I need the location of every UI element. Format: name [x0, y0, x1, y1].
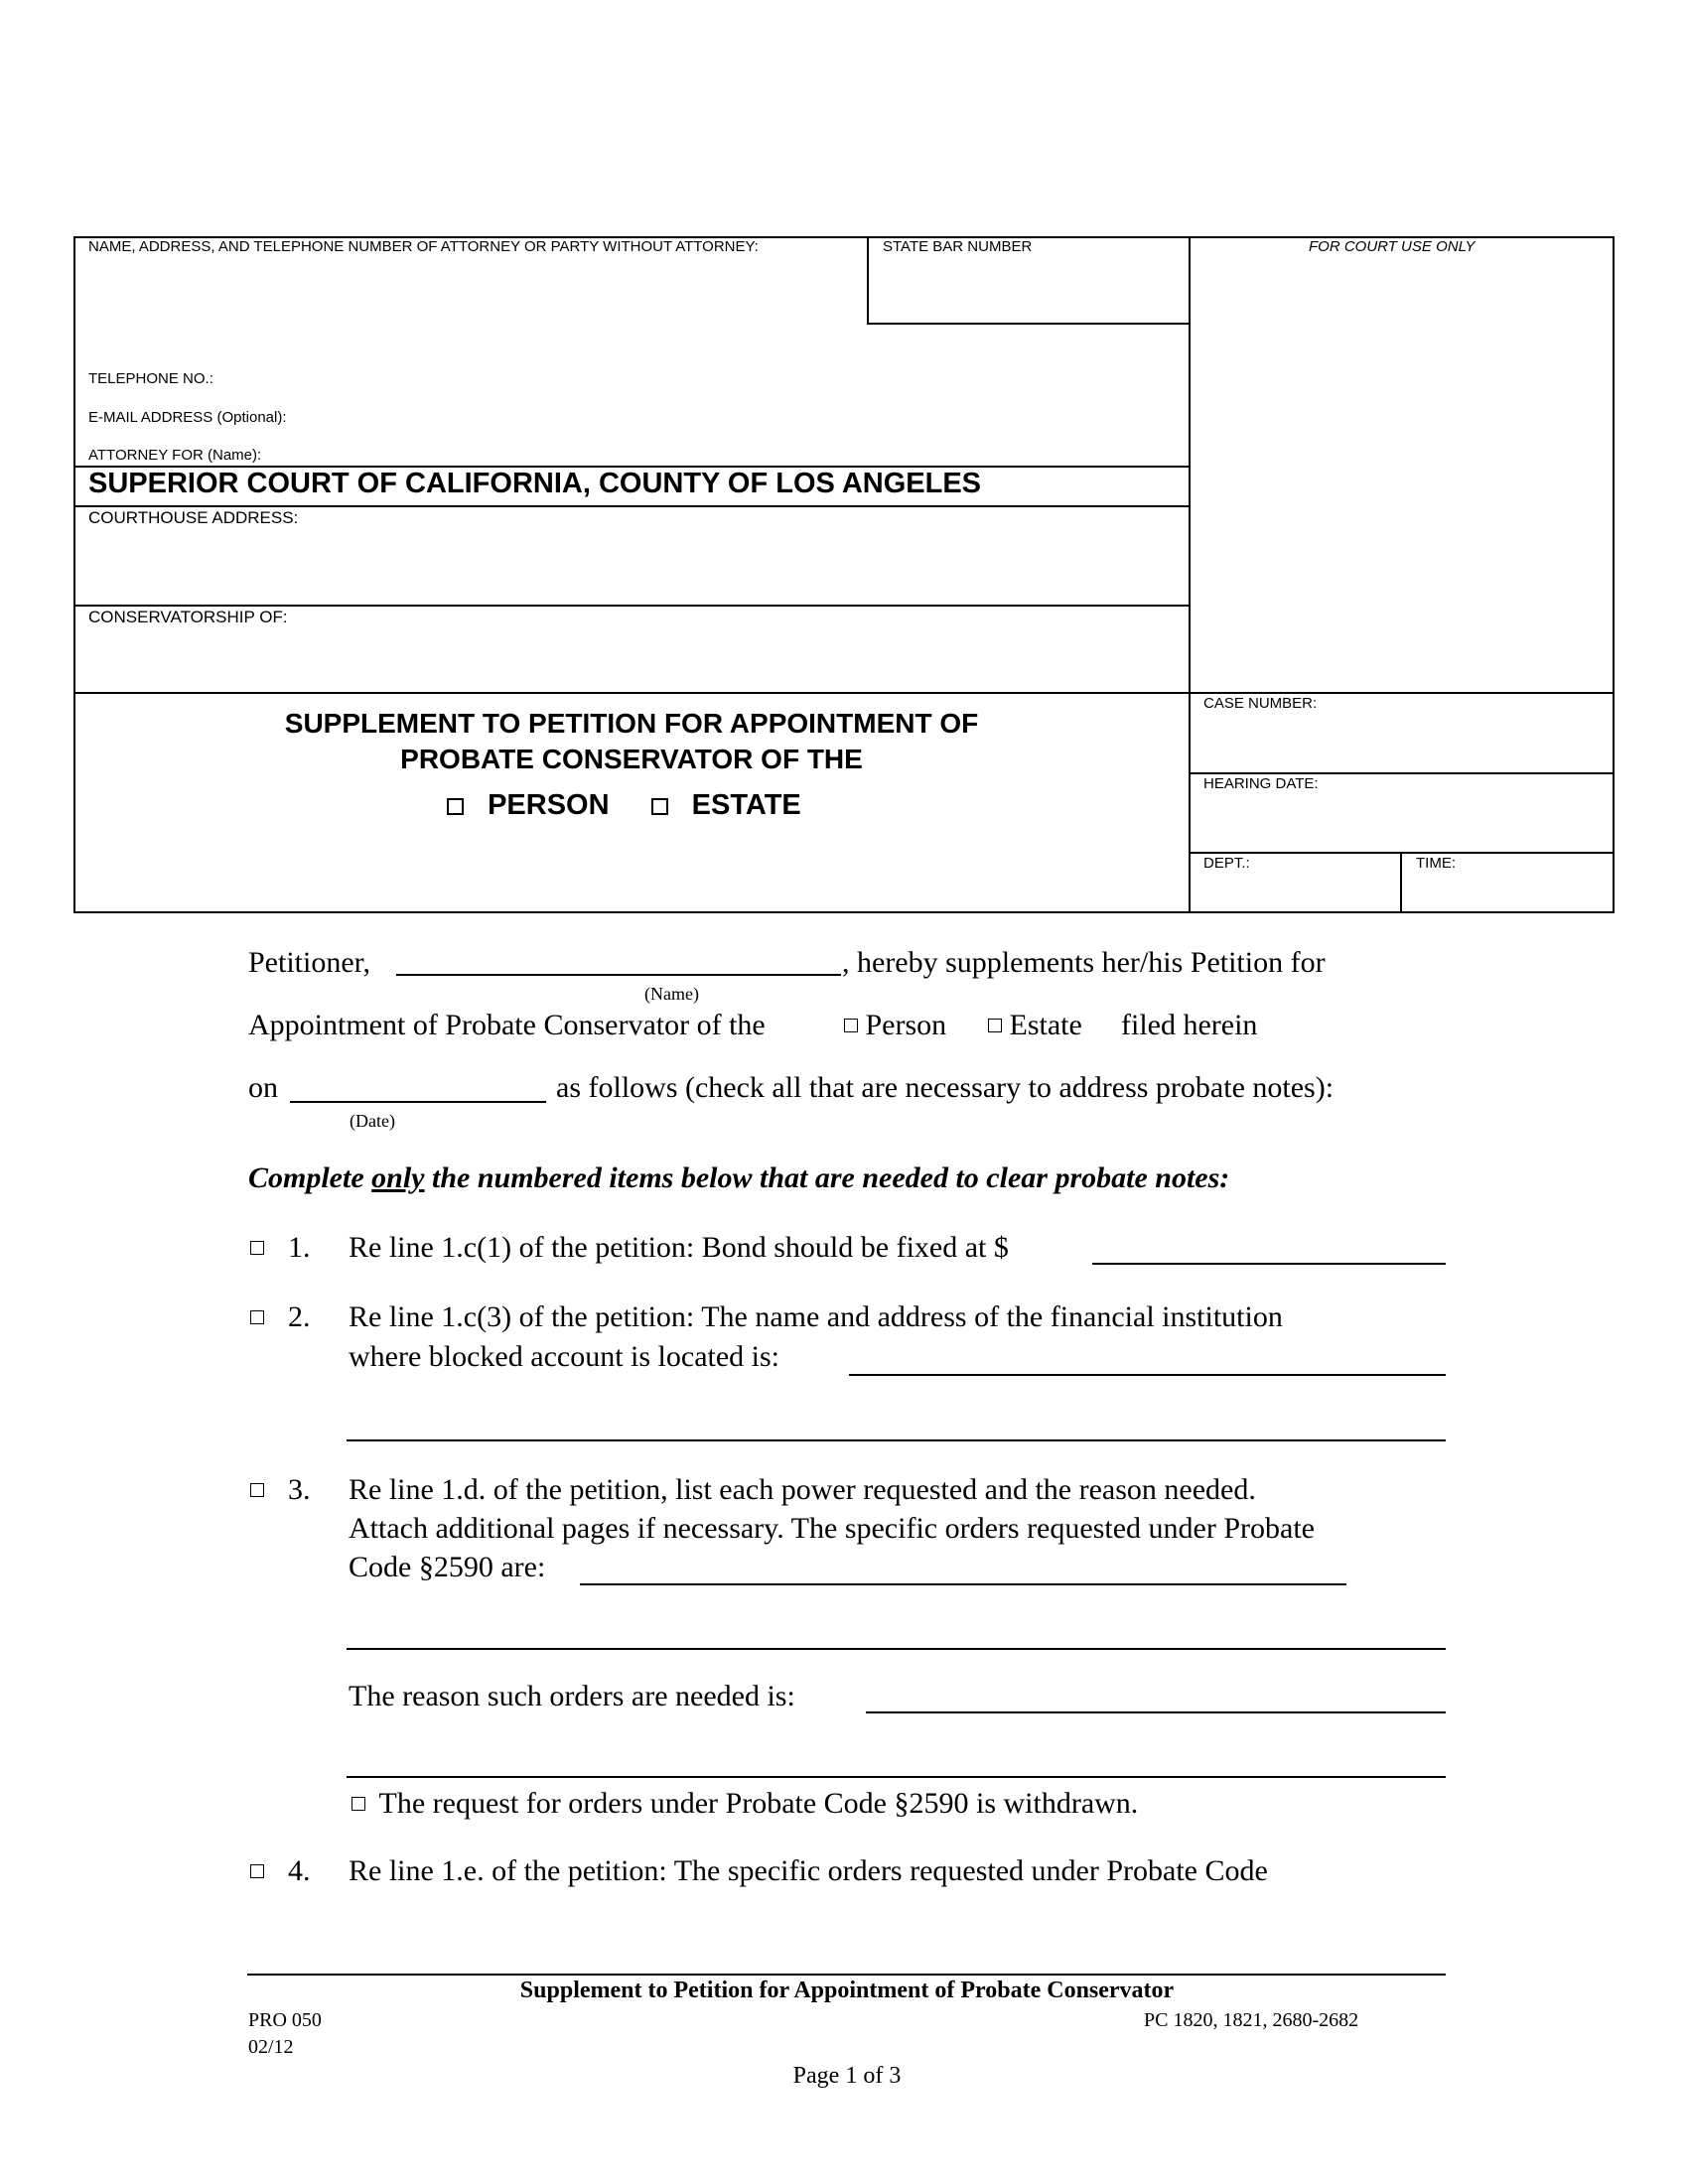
- item4-checkbox-wrap: [250, 1854, 264, 1888]
- footer-revision: 02/12: [248, 2036, 294, 2058]
- checkbox-person-title[interactable]: [447, 798, 464, 815]
- checkbox-person[interactable]: [844, 1019, 858, 1032]
- case-number-label: CASE NUMBER:: [1203, 695, 1318, 712]
- item1-checkbox-wrap: [250, 1231, 264, 1265]
- option-person-label: PERSON: [488, 789, 610, 821]
- instruction-post: the numbered items below that are needed to clear probate notes:: [424, 1161, 1230, 1194]
- item1-text: Re line 1.c(1) of the petition: Bond should be fixed at $: [349, 1231, 1009, 1264]
- item3-checkbox-wrap: [250, 1473, 264, 1507]
- orders-field-2[interactable]: [347, 1648, 1446, 1650]
- courthouse-label: COURTHOUSE ADDRESS:: [88, 508, 299, 527]
- time-label: TIME:: [1416, 855, 1456, 872]
- reason-field-2[interactable]: [347, 1776, 1446, 1778]
- institution-field-1[interactable]: [849, 1374, 1446, 1376]
- item3-number: 3.: [288, 1473, 311, 1506]
- on-label: on: [248, 1071, 278, 1104]
- petitioner-label: Petitioner,: [248, 946, 370, 979]
- appointment-text: Appointment of Probate Conservator of the: [248, 1009, 766, 1041]
- footer-page: Page 1 of 3: [792, 2063, 902, 2089]
- item3-line1: Re line 1.d. of the petition, list each power requested and the reason needed.: [349, 1473, 1256, 1506]
- orders-field-1[interactable]: [580, 1583, 1346, 1585]
- name-caption: (Name): [644, 984, 699, 1004]
- estate-option: [988, 1009, 1082, 1042]
- column-divider: [1189, 236, 1191, 913]
- withdrawn-option: [352, 1787, 1138, 1821]
- title-options: [447, 789, 801, 822]
- rule-court-bottom: [73, 505, 1191, 507]
- rule-title-top: [73, 692, 1615, 694]
- form-title-line2: PROBATE CONSERVATOR OF THE: [400, 744, 863, 774]
- rule-case-bottom: [1189, 772, 1615, 774]
- item2-checkbox[interactable]: [250, 1310, 264, 1324]
- court-name: SUPERIOR COURT OF CALIFORNIA, COUNTY OF LOS ANGELES: [88, 468, 982, 499]
- person-label: Person: [865, 1009, 947, 1041]
- footer-form-code: PRO 050: [248, 2009, 322, 2031]
- item4-checkbox[interactable]: [250, 1864, 264, 1878]
- item1-checkbox[interactable]: [250, 1241, 264, 1255]
- reason-label: The reason such orders are needed is:: [349, 1680, 795, 1712]
- option-estate-label: ESTATE: [691, 789, 801, 821]
- institution-field-2[interactable]: [347, 1439, 1446, 1441]
- as-follows-text: as follows (check all that are necessary to address probate notes):: [556, 1071, 1335, 1104]
- withdrawn-text: The request for orders under Probate Code §2590 is withdrawn.: [378, 1787, 1139, 1820]
- caption-box: [73, 236, 1615, 913]
- state-bar-divider: [867, 236, 869, 325]
- item3-checkbox[interactable]: [250, 1483, 264, 1497]
- item4-number: 4.: [288, 1854, 311, 1887]
- bond-amount-field[interactable]: [1092, 1263, 1446, 1265]
- item3-line2: Attach additional pages if necessary. The specific orders requested under Probate: [349, 1512, 1315, 1545]
- hearing-date-label: HEARING DATE:: [1203, 775, 1319, 792]
- checkbox-estate[interactable]: [988, 1019, 1002, 1032]
- item1-number: 1.: [288, 1231, 311, 1264]
- item4-text: Re line 1.e. of the petition: The specific orders requested under Probate Code: [349, 1854, 1268, 1887]
- rule-courthouse-bottom: [73, 605, 1191, 607]
- checkbox-estate-title[interactable]: [651, 798, 668, 815]
- item2-number: 2.: [288, 1300, 311, 1333]
- date-field[interactable]: [290, 1101, 546, 1103]
- instruction: [248, 1161, 1229, 1195]
- conservatorship-label: CONSERVATORSHIP OF:: [88, 608, 288, 626]
- instruction-pre: Complete: [248, 1161, 372, 1194]
- instruction-only: only: [371, 1161, 425, 1194]
- attorney-for-label: ATTORNEY FOR (Name):: [88, 447, 262, 464]
- filed-herein-text: filed herein: [1121, 1009, 1258, 1041]
- state-bar-label: STATE BAR NUMBER: [883, 238, 1033, 255]
- name-field[interactable]: [396, 974, 841, 976]
- item2-line1: Re line 1.c(3) of the petition: The name and address of the financial institution: [349, 1300, 1283, 1333]
- attorney-label: NAME, ADDRESS, AND TELEPHONE NUMBER OF ATTORNEY OR PARTY WITHOUT ATTORNEY:: [88, 238, 759, 255]
- telephone-label: TELEPHONE NO.:: [88, 370, 213, 387]
- footer-statutes: PC 1820, 1821, 2680-2682: [1144, 2009, 1359, 2031]
- item3-line3: Code §2590 are:: [349, 1551, 546, 1583]
- email-label: E-MAIL ADDRESS (Optional):: [88, 409, 287, 426]
- footer-title: Supplement to Petition for Appointment of Probate Conservator: [519, 1978, 1175, 2003]
- form-title-line1: SUPPLEMENT TO PETITION FOR APPOINTMENT OF: [284, 708, 979, 739]
- reason-field-1[interactable]: [866, 1711, 1446, 1713]
- date-caption: (Date): [350, 1111, 395, 1131]
- dept-time-divider: [1400, 852, 1402, 913]
- dept-label: DEPT.:: [1203, 855, 1250, 872]
- estate-label: Estate: [1009, 1009, 1082, 1041]
- item2-checkbox-wrap: [250, 1300, 264, 1334]
- person-option: [844, 1009, 946, 1042]
- court-use-label: FOR COURT USE ONLY: [1309, 238, 1476, 255]
- supplements-text: , hereby supplements her/his Petition for: [842, 946, 1326, 979]
- state-bar-bottom: [867, 323, 1191, 325]
- item2-line2: where blocked account is located is:: [349, 1340, 780, 1373]
- footer-rule: [247, 1974, 1446, 1976]
- withdrawn-checkbox[interactable]: [352, 1797, 365, 1811]
